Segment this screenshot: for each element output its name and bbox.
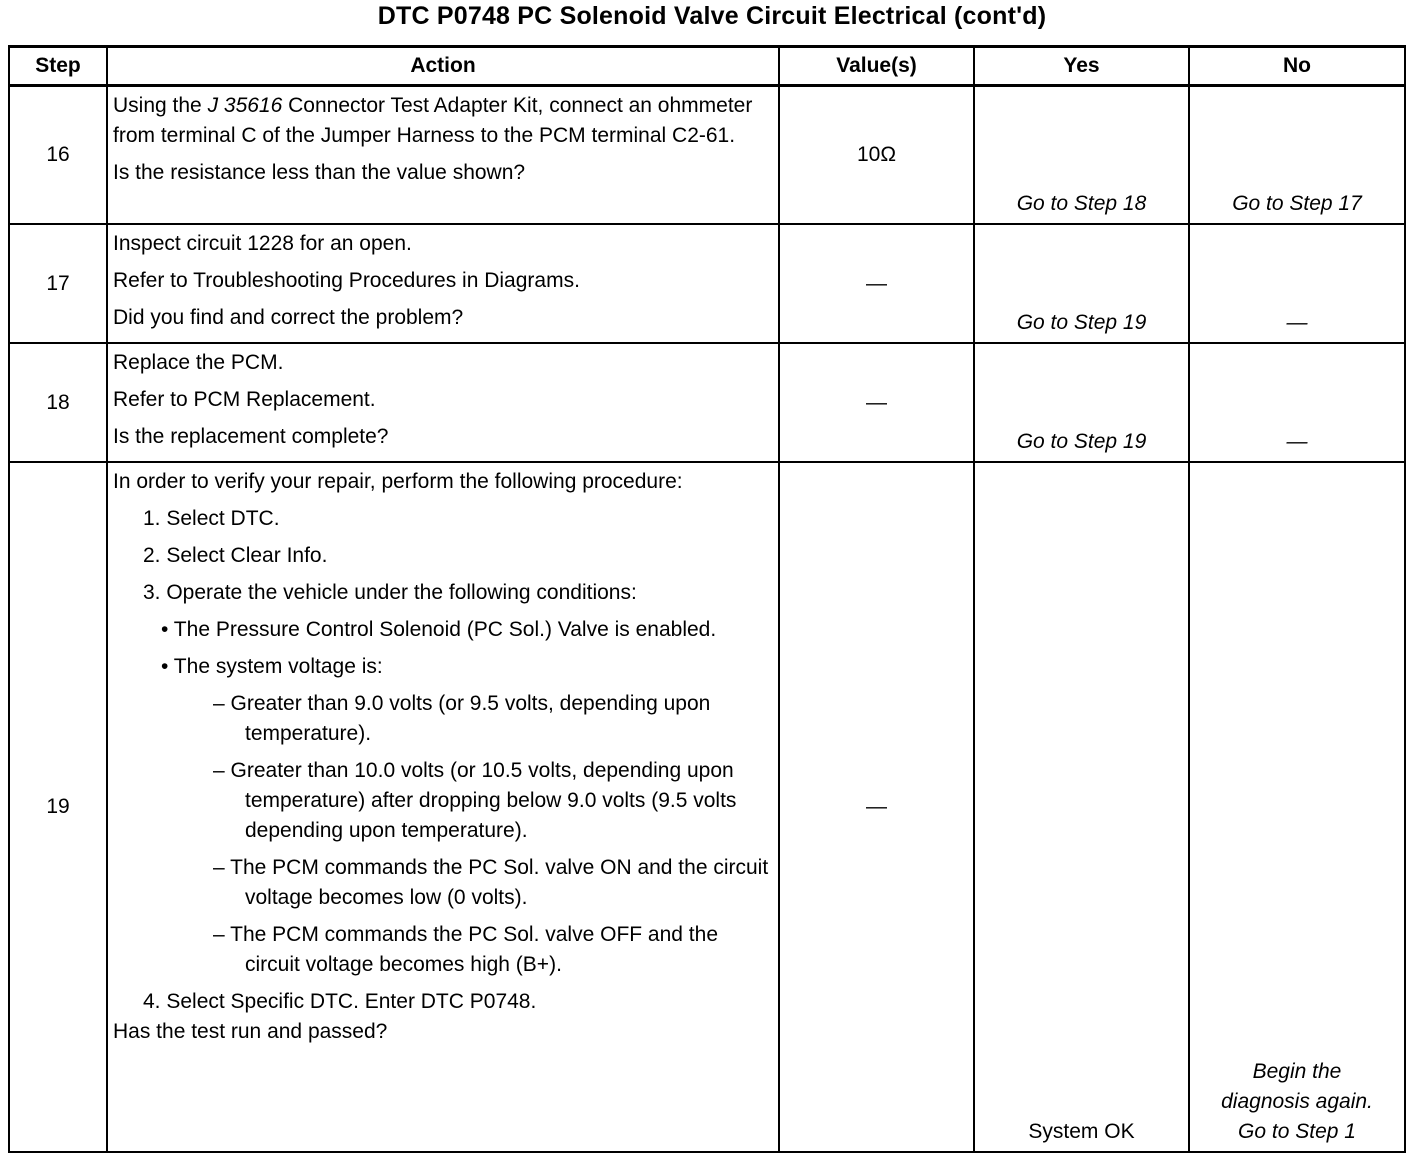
action-cell bbox=[107, 343, 779, 462]
action-text: Using the J 35616 Connector Test Adapter Kit, connect an ohmmeter from terminal C of the Jumper Harness to the PCM terminal C2-61. bbox=[113, 94, 753, 147]
header-yes: Yes bbox=[974, 47, 1189, 86]
procedure-item: 4. Select Specific DTC. Enter DTC P0748. bbox=[143, 990, 537, 1013]
voltage-condition: – The PCM commands the PC Sol. valve OFF and the circuit voltage becomes high (B+). bbox=[213, 923, 718, 976]
procedure-item: 3. Operate the vehicle under the following conditions: bbox=[143, 581, 637, 604]
no-cell bbox=[1189, 462, 1405, 1152]
yes-cell: Go to Step 19 bbox=[974, 224, 1189, 343]
action-text: Refer to Troubleshooting Procedures in Diagrams. bbox=[113, 269, 580, 292]
header-action: Action bbox=[107, 47, 779, 86]
procedure-item: 1. Select DTC. bbox=[143, 507, 280, 530]
no-cell: — bbox=[1189, 224, 1405, 343]
action-text: Inspect circuit 1228 for an open. bbox=[113, 232, 412, 255]
action-cell bbox=[107, 224, 779, 343]
action-cell bbox=[107, 462, 779, 1152]
procedure-item: 2. Select Clear Info. bbox=[143, 544, 328, 567]
action-question: Is the resistance less than the value shown? bbox=[113, 161, 526, 184]
step-number: 18 bbox=[9, 343, 107, 462]
header-no: No bbox=[1189, 47, 1405, 86]
diagnostic-table bbox=[8, 45, 1406, 1153]
no-text: Go to Step 1 bbox=[1238, 1120, 1356, 1143]
header-row bbox=[9, 47, 1405, 86]
voltage-condition: – Greater than 9.0 volts (or 9.5 volts, depending upon temperature). bbox=[213, 692, 711, 745]
no-cell: Go to Step 17 bbox=[1189, 86, 1405, 225]
header-step: Step bbox=[9, 47, 107, 86]
header-values: Value(s) bbox=[779, 47, 974, 86]
tool-name: J 35616 bbox=[207, 94, 283, 117]
condition-bullet: • The Pressure Control Solenoid (PC Sol.) Valve is enabled. bbox=[161, 618, 717, 641]
value-cell: — bbox=[779, 462, 974, 1152]
no-cell: — bbox=[1189, 343, 1405, 462]
action-question: Has the test run and passed? bbox=[113, 1020, 388, 1043]
yes-cell: System OK bbox=[974, 462, 1189, 1152]
no-text: Begin the bbox=[1252, 1060, 1342, 1083]
step-number: 16 bbox=[9, 86, 107, 225]
action-question: Did you find and correct the problem? bbox=[113, 306, 464, 329]
voltage-condition: – Greater than 10.0 volts (or 10.5 volts, depending upon temperature) after dropping below 9.0 volts (9.5 volts depending upon temperature). bbox=[213, 759, 737, 842]
yes-cell: Go to Step 18 bbox=[974, 86, 1189, 225]
value-cell: 10Ω bbox=[779, 86, 974, 225]
table-row bbox=[9, 224, 1405, 343]
table-row bbox=[9, 343, 1405, 462]
voltage-condition: – The PCM commands the PC Sol. valve ON and the circuit voltage becomes low (0 volts). bbox=[213, 856, 769, 909]
step-number: 17 bbox=[9, 224, 107, 343]
yes-cell: Go to Step 19 bbox=[974, 343, 1189, 462]
page-title: DTC P0748 PC Solenoid Valve Circuit Electrical (cont'd) bbox=[377, 2, 1047, 30]
action-question: Is the replacement complete? bbox=[113, 425, 389, 448]
action-text: Replace the PCM. bbox=[113, 351, 284, 374]
condition-bullet: • The system voltage is: bbox=[161, 655, 383, 678]
action-text: In order to verify your repair, perform the following procedure: bbox=[113, 470, 683, 493]
no-text: diagnosis again. bbox=[1221, 1090, 1373, 1113]
value-cell: — bbox=[779, 343, 974, 462]
action-cell bbox=[107, 86, 779, 225]
action-text: Refer to PCM Replacement. bbox=[113, 388, 376, 411]
table-row bbox=[9, 462, 1405, 1152]
step-number: 19 bbox=[9, 462, 107, 1152]
value-cell: — bbox=[779, 224, 974, 343]
table-row bbox=[9, 86, 1405, 225]
